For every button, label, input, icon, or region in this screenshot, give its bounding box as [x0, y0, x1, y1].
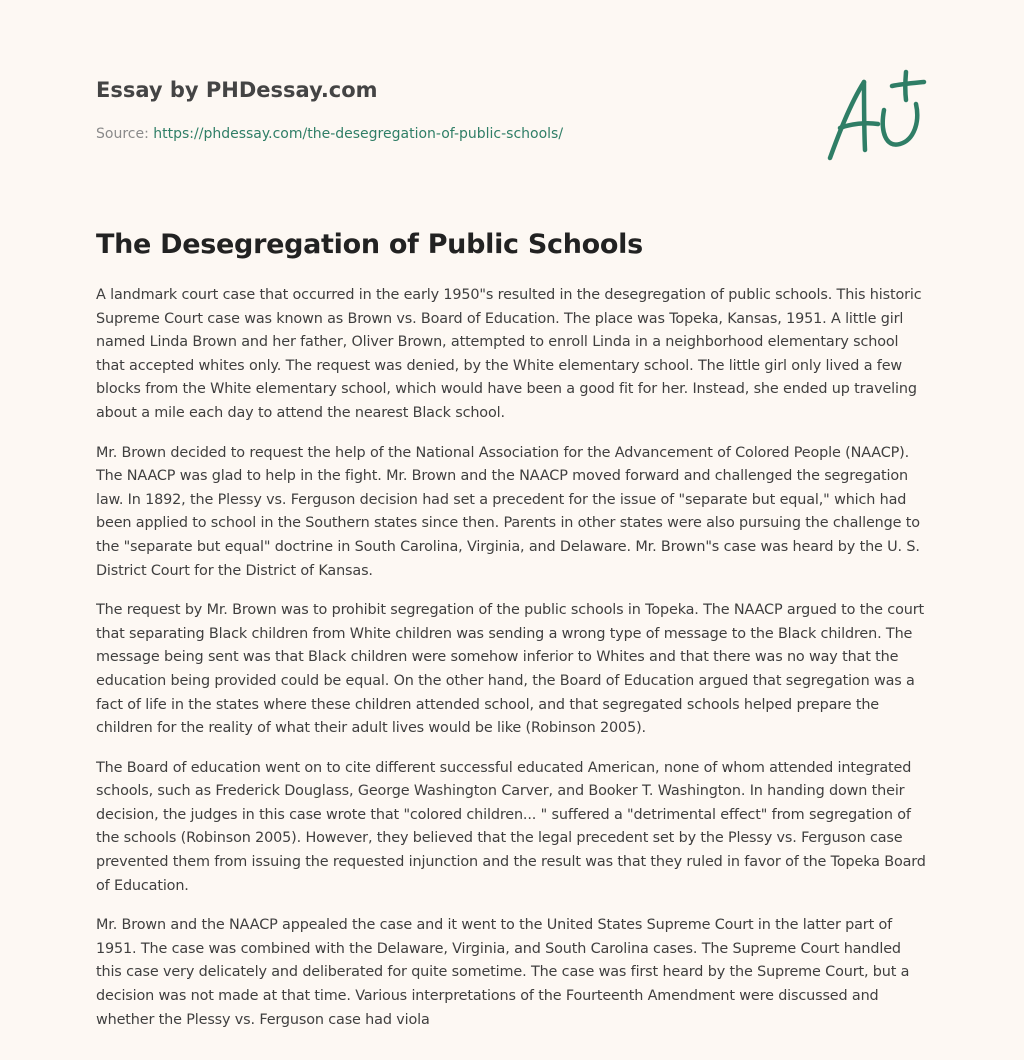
essay-body: [96, 284, 930, 1050]
source-label: Source:: [96, 126, 154, 142]
paragraph: The Board of education went on to cite different successful educated American, none of whom attended integrated schools, such as Frederick Douglass, George Washington Carver, and Booker T. Washington. In handing down their decision, the judges in this case wrote that "colored children... " suffered a "detrimental effect" from segregation of the schools (Robinson 2005). However, they believed that the legal precedent set by the Plessy vs. Ferguson case prevented them from issuing the requested injunction and the result was that they ruled in favor of the Topeka Board of Education.: [96, 759, 926, 894]
source-line: [96, 124, 796, 144]
paragraph: Mr. Brown decided to request the help of the National Association for the Advancement of Colored People (NAACP). The NAACP was glad to help in the fight. Mr. Brown and the NAACP moved forward and challenged the segregation law. In 1892, the Plessy vs. Ferguson decision had set a precedent for the issue of "separate but equal," which had been applied to school in the Southern states since then. Parents in other states were also pursuing the challenge to the "separate but equal" doctrine in South Carolina, Virginia, and Delaware. Mr. Brown"s case was heard by the U. S. District Court for the District of Kansas.: [96, 444, 920, 579]
paragraph: Mr. Brown and the NAACP appealed the case and it went to the United States Supreme Court in the latter part of 1951. The case was combined with the Delaware, Virginia, and South Carolina cases. The Supreme Court handled this case very delicately and deliberated for quite sometime. The case was first heard by the Supreme Court, but a decision was not made at that time. Various interpretations of the Fourteenth Amendment were discussed and whether the Plessy vs. Ferguson case had viola: [96, 917, 910, 1028]
site-brand: Essay by PHDessay.com: [96, 78, 378, 102]
paragraph: A landmark court case that occurred in the early 1950"s resulted in the desegregation of public schools. This historic Supreme Court case was known as Brown vs. Board of Education. The place was Topeka, Kansas, 1951. A little girl named Linda Brown and her father, Oliver Brown, attempted to enroll Linda in a neighborhood elementary school that accepted whites only. The request was denied, by the White elementary school. The little girl only lived a few blocks from the White elementary school, which would have been a good fit for her. Instead, she ended up traveling about a mile each day to attend the nearest Black school.: [96, 287, 922, 421]
paragraph: The request by Mr. Brown was to prohibit segregation of the public schools in Topeka. The NAACP argued to the court that separating Black children from White children was sending a wrong type of message to the Black children. The message being sent was that Black children were somehow inferior to Whites and that there was no way that the education being provided could be equal. On the other hand, the Board of Education argued that segregation was a fact of life in the states where these children attended school, and that segregated schools helped prepare the children for the reality of what their adult lives would be like (Robinson 2005).: [96, 602, 924, 737]
source-link[interactable]: https://phdessay.com/the-desegregation-of-public-schools/: [153, 126, 564, 142]
a-plus-logo-icon: [820, 66, 930, 166]
essay-header: [96, 76, 796, 144]
page-title: The Desegregation of Public Schools: [96, 229, 643, 260]
